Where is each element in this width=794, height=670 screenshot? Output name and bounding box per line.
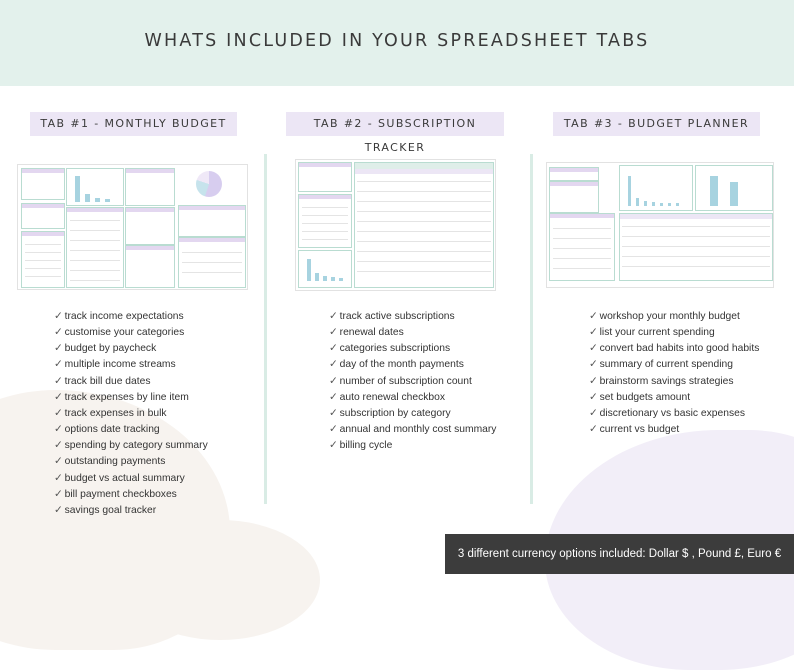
- check-icon: ✓: [54, 456, 63, 468]
- list-item: ✓ budget vs actual summary: [54, 472, 185, 484]
- check-icon: ✓: [54, 424, 63, 436]
- check-icon: ✓: [54, 472, 63, 484]
- check-icon: ✓: [54, 440, 63, 452]
- list-item: ✓ current vs budget: [589, 424, 680, 436]
- check-icon: ✓: [329, 343, 338, 355]
- monthly-budget-spreadsheet-preview: [17, 164, 248, 290]
- check-icon: ✓: [329, 311, 338, 322]
- check-icon: ✓: [329, 391, 338, 403]
- tab-label-subscription-tracker: TAB #2 - SUBSCRIPTION TRACKER: [286, 112, 504, 136]
- list-item: ✓ set budgets amount: [589, 391, 691, 403]
- check-icon: ✓: [589, 424, 598, 436]
- check-icon: ✓: [329, 327, 338, 339]
- list-item: ✓ budget by paycheck: [54, 343, 157, 355]
- monthly-budget-feature-list: [54, 309, 208, 519]
- list-item: ✓ track expenses by line item: [54, 391, 189, 403]
- subscription-tracker-spreadsheet-preview: [295, 159, 496, 291]
- check-icon: ✓: [589, 343, 598, 355]
- list-item: ✓ track expenses in bulk: [54, 407, 167, 419]
- column-divider: [264, 154, 267, 504]
- list-item: ✓ track active subscriptions: [329, 311, 455, 322]
- list-item: ✓ subscription by category: [329, 407, 451, 419]
- list-item: ✓ categories subscriptions: [329, 343, 451, 355]
- check-icon: ✓: [329, 375, 338, 387]
- check-icon: ✓: [589, 375, 598, 387]
- check-icon: ✓: [54, 407, 63, 419]
- list-item: ✓ billing cycle: [329, 440, 393, 452]
- list-item: ✓ day of the month payments: [329, 359, 464, 371]
- budget-planner-feature-list: [589, 309, 759, 438]
- list-item: ✓ savings goal tracker: [54, 504, 157, 516]
- list-item: ✓ workshop your monthly budget: [589, 311, 740, 322]
- list-item: ✓ bill payment checkboxes: [54, 488, 177, 500]
- check-icon: ✓: [589, 327, 598, 339]
- tab-label-budget-planner: TAB #3 - BUDGET PLANNER: [553, 112, 760, 136]
- check-icon: ✓: [589, 391, 598, 403]
- check-icon: ✓: [54, 327, 63, 339]
- list-item: ✓ track bill due dates: [54, 375, 151, 387]
- subscription-tracker-feature-list: [329, 309, 496, 454]
- list-item: ✓ renewal dates: [329, 327, 404, 339]
- decorative-blob: [120, 520, 320, 640]
- check-icon: ✓: [54, 359, 63, 371]
- check-icon: ✓: [589, 359, 598, 371]
- list-item: ✓ spending by category summary: [54, 440, 208, 452]
- check-icon: ✓: [329, 424, 338, 436]
- list-item: ✓ annual and monthly cost summary: [329, 424, 497, 436]
- list-item: ✓ discretionary vs basic expenses: [589, 407, 746, 419]
- check-icon: ✓: [54, 391, 63, 403]
- budget-planner-spreadsheet-preview: [546, 162, 774, 288]
- list-item: ✓ list your current spending: [589, 327, 715, 339]
- list-item: ✓ summary of current spending: [589, 359, 733, 371]
- list-item: ✓ brainstorm savings strategies: [589, 375, 734, 387]
- list-item: ✓ track income expectations: [54, 311, 184, 322]
- check-icon: ✓: [54, 343, 63, 355]
- check-icon: ✓: [589, 407, 598, 419]
- check-icon: ✓: [54, 488, 63, 500]
- list-item: ✓ auto renewal checkbox: [329, 391, 445, 403]
- list-item: ✓ convert bad habits into good habits: [589, 343, 760, 355]
- check-icon: ✓: [329, 440, 338, 452]
- check-icon: ✓: [329, 359, 338, 371]
- list-item: ✓ customise your categories: [54, 327, 185, 339]
- check-icon: ✓: [589, 311, 598, 322]
- check-icon: ✓: [329, 407, 338, 419]
- list-item: ✓ multiple income streams: [54, 359, 176, 371]
- currency-options-note: 3 different currency options included: Dollar $ , Pound £, Euro €: [445, 534, 794, 574]
- check-icon: ✓: [54, 311, 63, 322]
- list-item: ✓ outstanding payments: [54, 456, 166, 468]
- list-item: ✓ number of subscription count: [329, 375, 472, 387]
- page-title: WHATS INCLUDED IN YOUR SPREADSHEET TABS: [144, 31, 650, 51]
- check-icon: ✓: [54, 375, 63, 387]
- list-item: ✓ options date tracking: [54, 424, 160, 436]
- tab-label-monthly-budget: TAB #1 - MONTHLY BUDGET: [30, 112, 237, 136]
- column-divider: [530, 154, 533, 504]
- check-icon: ✓: [54, 504, 63, 516]
